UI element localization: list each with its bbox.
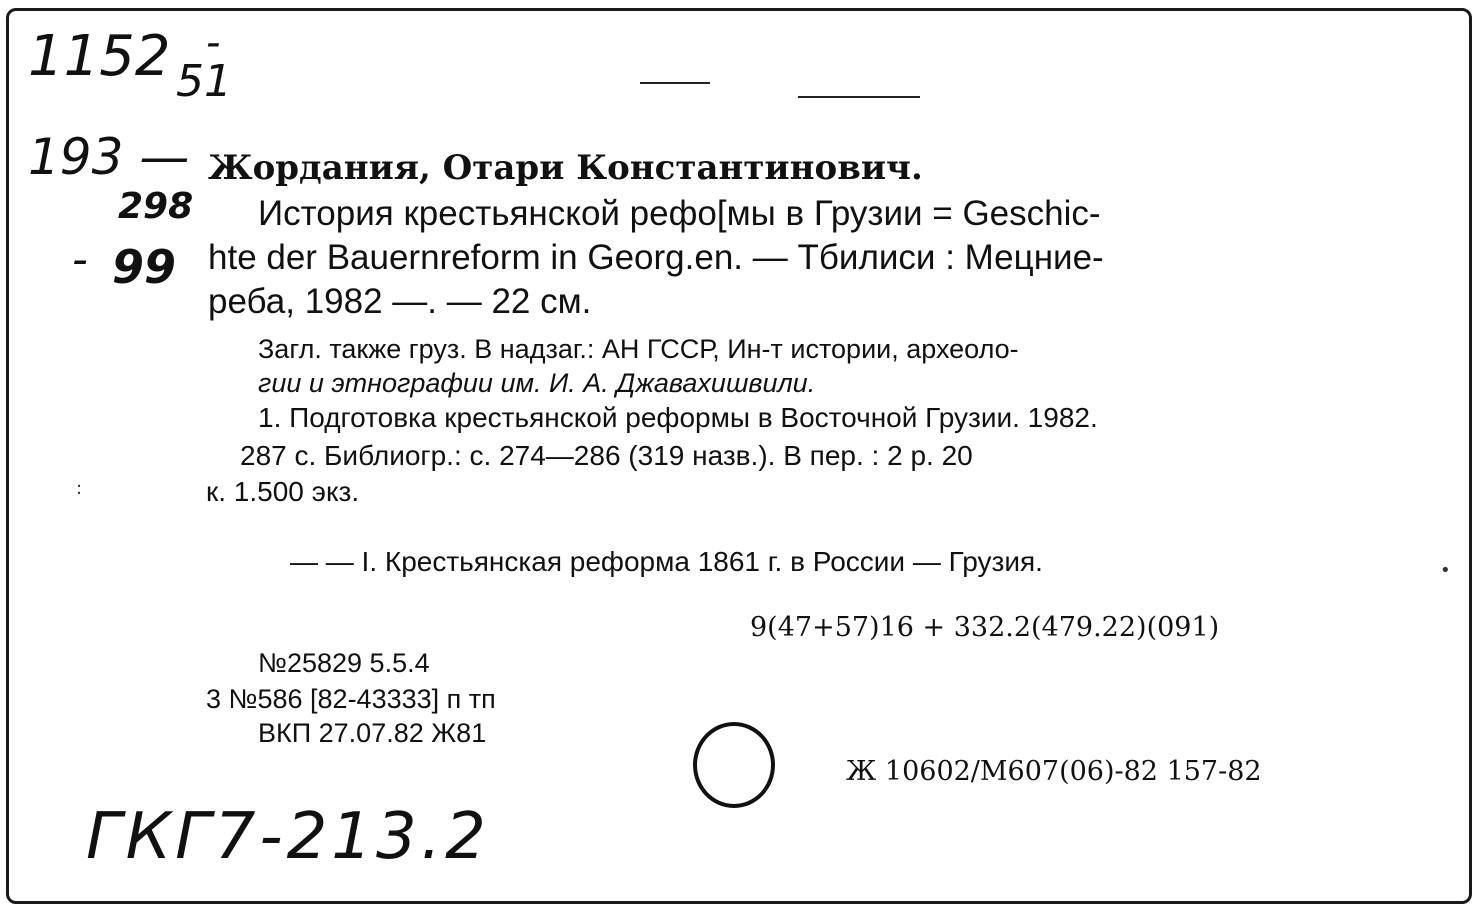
volume-line-3: к. 1.500 экз. (206, 476, 360, 507)
record-line-3: ВКП 27.07.82 Ж81 (258, 718, 487, 748)
speck-right: • (1440, 560, 1451, 581)
card-hole-circle (693, 722, 775, 808)
volume-line-2: 287 с. Библиогр.: с. 274—286 (319 назв.). В пер. : 2 р. 20 (240, 440, 973, 471)
note-line-2: гии и этнографии им. И. А. Джавахишвили. (258, 368, 816, 398)
handwritten-top-fraction-den: 51 (176, 56, 232, 107)
subject-heading: — — I. Крестьянская реформа 1861 г. в России — Грузия. (290, 546, 1043, 577)
handwritten-range-start: 193 — (28, 128, 190, 186)
title-line-2: hte der Bauernreform in Georg.en. — Тбилиси : Мецние- (208, 238, 1104, 277)
record-line-1: №25829 5.5.4 (258, 648, 430, 678)
handwritten-top-number: 1152 (28, 24, 171, 89)
volume-line-1: 1. Подготовка крестьянской реформы в Восточной Грузии. 1982. (258, 402, 1098, 433)
record-line-2: 3 №586 [82-43333] п тп (206, 684, 496, 714)
title-line-1: История крестьянской рефо[мы в Грузии = Geschic- (258, 194, 1101, 233)
top-dash-right (798, 96, 920, 98)
author-heading: Жордания, Отари Константинович. (208, 148, 923, 188)
handwritten-range-mid: 298 (118, 186, 194, 227)
note-line-1: Загл. также груз. В надзаг.: АН ГССР, Ин-т истории, археоло- (258, 334, 1019, 364)
catalog-code: Ж 10602/М607(06)-82 157-82 (846, 756, 1262, 787)
handwritten-bottom-code: ГКГ7-213.2 (86, 800, 490, 874)
classification-code: 9(47+57)16 + 332.2(479.22)(091) (750, 612, 1220, 643)
speck-left: : (76, 478, 83, 499)
handwritten-range-dash: - (72, 234, 88, 285)
top-dash-left (640, 82, 710, 84)
title-line-3: реба, 1982 —. — 22 см. (208, 282, 592, 321)
handwritten-range-end: 99 (112, 240, 177, 294)
handwritten-top-fraction-num: - (206, 20, 221, 66)
